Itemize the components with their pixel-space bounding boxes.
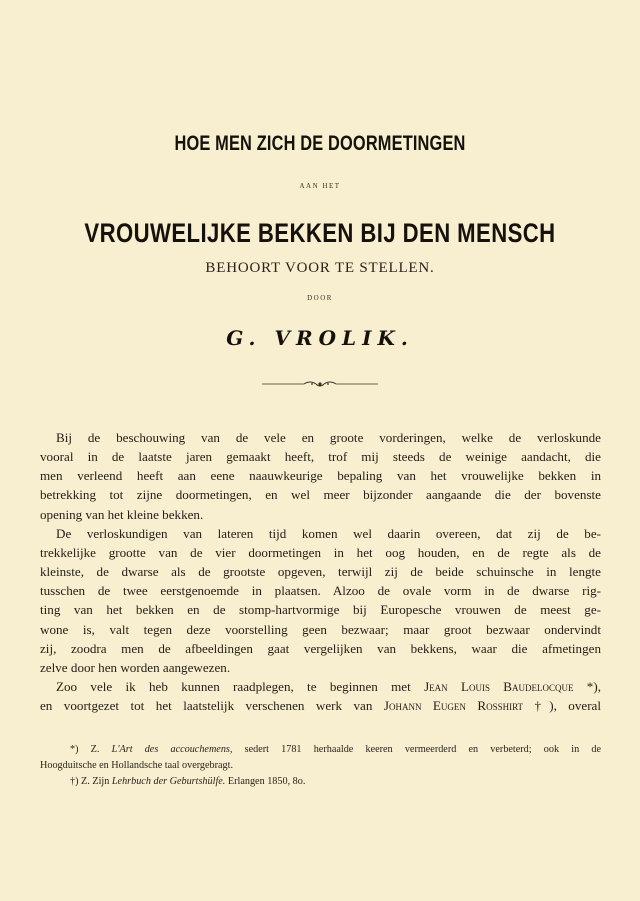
title-behoort: BEHOORT VOOR TE STELLEN. bbox=[205, 260, 435, 276]
footnote-mark: †) Z. Zijn bbox=[70, 776, 112, 787]
author-name: G. VROLIK. bbox=[226, 326, 414, 350]
text-segment: Zoo vele ik heb kunnen raadplegen, te beginnen met bbox=[56, 679, 425, 695]
text-segment: en voortgezet tot het laatstelijk verschenen werk van bbox=[40, 698, 384, 714]
footnote-mark: *) Z. bbox=[70, 744, 112, 755]
person-name: Jean Louis Baudelocque bbox=[424, 679, 574, 695]
text-line: betrekking tot zijne doormetingen, en wel meer bijzonder aangaande die der bovenste bbox=[40, 487, 601, 503]
footnote-title: L'Art des accouchemens, bbox=[111, 744, 233, 755]
title-aan-het: AAN HET bbox=[299, 182, 341, 190]
text-line: Bij de beschouwing van de vele en groote vorderingen, welke de verloskunde bbox=[56, 430, 601, 445]
footnote-2 bbox=[40, 774, 601, 790]
footnotes bbox=[40, 742, 601, 790]
text-line: wone is, valt tegen deze voorstelling geen bezwaar; maar groot bezwaar ondervindt bbox=[40, 621, 601, 637]
footnote-1-cont: Hoogduitsche en Hollandsche taal overgebragt. bbox=[40, 760, 234, 771]
text-line: kleinste, de dwarse als de grootste opgeven, terwijl zij de beide schuinsche in lengte bbox=[40, 564, 601, 580]
byline-door: DOOR bbox=[307, 294, 333, 302]
footnote-text: Erlangen 1850, 8o. bbox=[225, 776, 306, 787]
text-line: vooral in de laatste jaren gemaakt heeft, trof mij steeds de weinige aandacht, die bbox=[40, 449, 601, 465]
main-text bbox=[40, 428, 601, 715]
text-line bbox=[40, 696, 601, 715]
text-line: ting van het bekken en de stomp-hartvormige bij Europesche vrouwen de meest ge- bbox=[40, 602, 601, 618]
footnote-ref: †), overal bbox=[523, 698, 601, 714]
title-line-1: HOE MEN ZICH DE DOORMETINGEN bbox=[174, 132, 466, 155]
text-line: trekkelijke grootte van de vier doormetingen in het oog houden, en de regte als de bbox=[40, 544, 601, 560]
footnote-ref: *), bbox=[573, 679, 601, 695]
footnote-title: Lehrbuch der Geburtshülfe. bbox=[111, 776, 226, 787]
text-line bbox=[40, 677, 601, 696]
text-line: opening van het kleine bekken. bbox=[40, 506, 204, 522]
ornament-divider-icon bbox=[262, 379, 378, 389]
text-line: men verleend heeft aan eene naauwkeurige bepaling van het vrouwelijke bekken in bbox=[40, 468, 601, 484]
text-line: zij, zoodra men de afbeeldingen gaat vergelijken van bekkens, waar die afmetingen bbox=[40, 640, 601, 656]
person-name: Johann Eugen Rosshirt bbox=[383, 698, 524, 714]
text-line: zelve door hen worden aangewezen. bbox=[40, 659, 231, 675]
footnote-text: sedert 1781 herhaalde keeren vermeerderd en verbeterd; ook in de bbox=[232, 744, 602, 755]
text-line: tusschen de twee eerstgenoemde in plaatsen. Alzoo de ovale vorm in de dwarse rig- bbox=[40, 583, 601, 599]
text-line: De verloskundigen van lateren tijd komen wel daarin overeen, dat zij de be- bbox=[56, 525, 601, 541]
footnote-1 bbox=[40, 742, 601, 758]
title-line-2: VROUWELIJKE BEKKEN BIJ DEN MENSCH bbox=[84, 218, 556, 248]
